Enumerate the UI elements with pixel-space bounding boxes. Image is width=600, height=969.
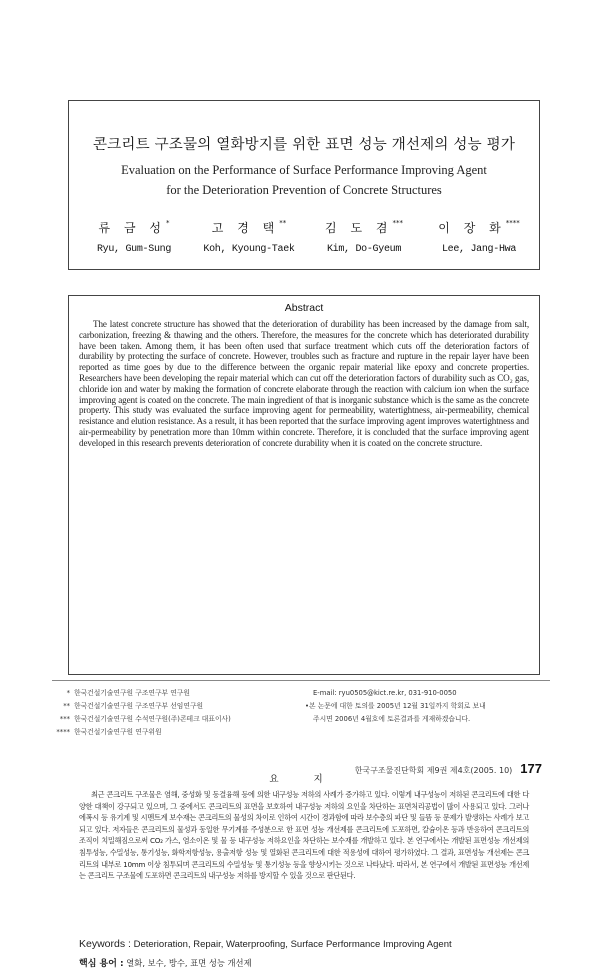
author-kr-name: 이 장 화: [438, 221, 506, 235]
contact-notes: [305, 687, 550, 726]
korean-title: 콘크리트 구조물의 열화방지를 위한 표면 성능 개선제의 성능 평가: [92, 137, 516, 153]
page-number: 177: [520, 761, 542, 776]
footnote-item: *** 한국건설기술연구원 수석연구원(주)콘테크 대표이사): [59, 715, 231, 723]
footnote-divider: [52, 680, 550, 681]
footnote-item: **** 한국건설기술연구원 연구위원: [56, 728, 162, 736]
korean-abstract-heading: 요 지: [269, 774, 339, 785]
keywords-value: Deterioration, Repair, Waterproofing, Surface Performance Improving Agent: [133, 939, 452, 950]
contact-email: E-mail: ryu0505@kict.re.kr, 031-910-0050: [313, 689, 457, 697]
korean-abstract-text: 최근 콘크리트 구조물은 염해, 중성화 및 동결융해 등에 의한 내구성능 저하의 사례가 증가하고 있다. 이렇게 내구성능이 저하된 콘크리트에 대한 다양한 대책이 강구되고 있으며, 그 중에서도 콘크리트의 표면을 보호하여 내구성능 저하의 요인을 차단하는 표면처리공법이 많이 사용되고 있다. 그러나 에폭시 등 유기계 및 시멘트계 보수재는 콘크리트의 물성의 차이로 인하여 시간이 경과함에 따라 보수층의 파단 및 들뜸 등 문제가 발생하는 사례가 보고되고 있다. 저자들은 콘크리트의 물성과 동일한 무기계를 주성분으로 한 표면 성능 개선제를 콘크리트에 도포하면, 칼슘이온 등과 반응하여 콘크리트의 조직이 치밀해짐으로써 CO₂ 가스, 염소이온 및 물 등 내구성능 저하요인을 차단하는 보수재를 개발하고 있다. 본 연구에서는 개발된 표면성능 개선제의 침투성능, 수밀성능, 통기성능, 화학저항성능, 용출저항 성능 및 열화된 콘크리트에 대한 적용성에 대하여 평가하였다. 그 결과, 표면성능 개선제는 콘크리트의 내부로 10mm 이상 침투되며 콘크리트의 수밀성능 및 통기성능 등을 향상시키는 것으로 나타났다. 따라서, 본 연구에서 개발된 표면성능 개선제는 콘크리트 구조물에 도포하면 콘크리트의 내구성능 저하를 방지할 수 있을 것으로 판단된다.: [79, 790, 529, 881]
affiliation-footnotes: [48, 687, 293, 739]
discussion-note-line2: 주시면 2006년 4월호에 토론결과를 게재하겠습니다.: [313, 715, 471, 723]
footnote-item: ** 한국건설기술연구원 구조연구부 선임연구원: [63, 702, 204, 710]
korean-keywords-value: 열화, 보수, 방수, 표면 성능 개선제: [126, 958, 252, 968]
author-kr-name: 류 금 성: [98, 221, 166, 235]
author: [419, 219, 539, 255]
author-kr-name: 고 경 택: [211, 221, 280, 235]
abstract-heading: Abstract: [284, 302, 324, 314]
korean-keywords: [79, 956, 534, 969]
author-en-name: Lee, Jang-Hwa: [441, 244, 517, 255]
english-title-line1: Evaluation on the Performance of Surface Performance Improving Agent: [121, 163, 487, 177]
author-mark: **: [279, 219, 287, 227]
author: [74, 219, 194, 255]
keywords: [79, 938, 534, 950]
english-title-line2: for the Deterioration Prevention of Concrete Structures: [166, 183, 442, 197]
title-box: [68, 100, 540, 270]
keywords-label: Keywords :: [79, 938, 131, 950]
author-en-name: Kim, Do-Gyeum: [326, 244, 402, 255]
journal-citation: 한국구조물진단학회 제9권 제4호(2005. 10): [354, 766, 513, 775]
author-mark: *: [165, 219, 170, 227]
author: [304, 219, 424, 255]
author: [189, 219, 309, 255]
author-mark: ****: [505, 219, 520, 227]
author-en-name: Ryu, Gum-Sung: [96, 244, 172, 255]
page-footer: [355, 761, 542, 776]
discussion-note-line1: •본 논문에 대한 토의를 2005년 12월 31일까지 학회로 보내: [305, 702, 486, 710]
author-en-name: Koh, Kyoung-Taek: [203, 244, 295, 255]
author-kr-name: 김 도 겸: [325, 221, 393, 235]
korean-keywords-label: 핵심 용어 :: [79, 959, 124, 969]
abstract-text: The latest concrete structure has showed that the deterioration of durability has been increased by the damage from salt, carbonization, freezing & thawing and the others. Therefore, the measures for the concrete which has deteriorated durability have been taken. Among them, it has been often used that surface treatment which cuts off the deterioration factors of durability by protecting the surface of concrete. However, troubles such as fracture and rupture in the repair layer have been reported as time goes by due to the difference between the organic repair material like epoxy and concrete properties. Researchers have been developing the repair material which can cut off the deterioration factors of durability such as CO₂ gas, chloride ion and water by making the formation of concrete elaborate through the reaction with calcium ion when the surface improving agent is coated on the concrete. The main ingredient of that is inorganic substance which is the same as the concrete property. This study was evaluated the surface improving agent for permeability, watertightness, air-permeability, chemical resistance and elution resistance. As a result, it has been reported that the surface improving agent improves watertightness and air-permeability by penetration more than 10mm within concrete. Therefore, it is concluded that the surface improving agent developed in this research prevents deterioration of concrete durability when it is coated on the concrete structure.: [79, 319, 529, 448]
author-mark: ***: [392, 219, 403, 227]
footnote-item: * 한국건설기술연구원 구조연구부 연구원: [66, 689, 190, 697]
